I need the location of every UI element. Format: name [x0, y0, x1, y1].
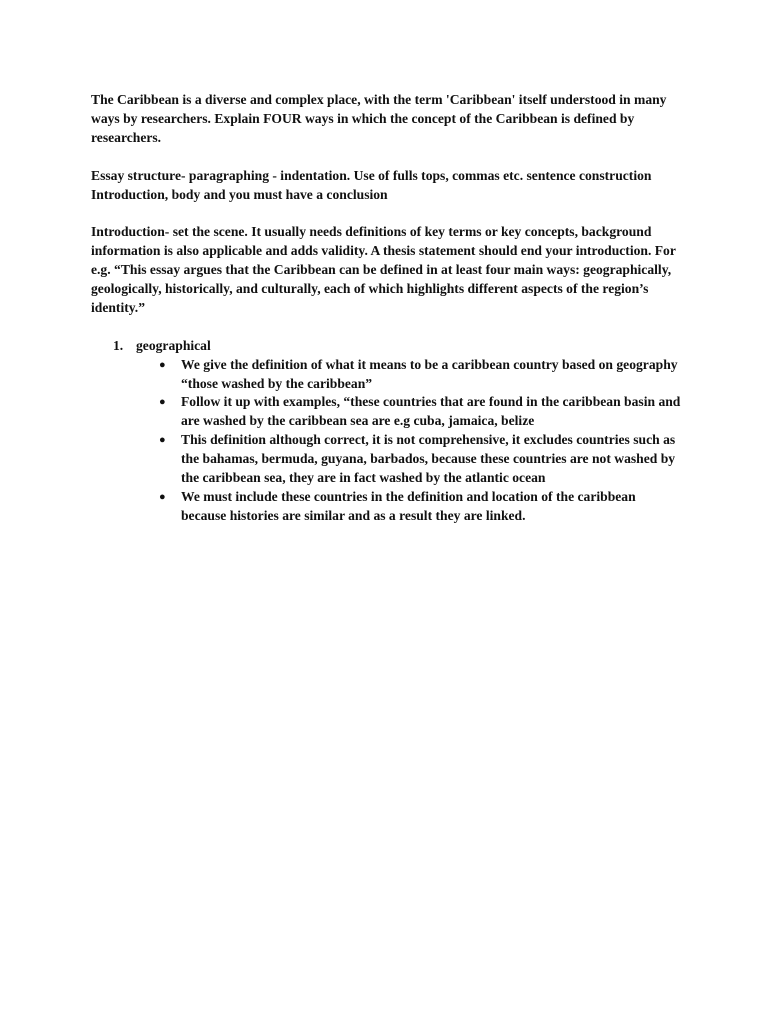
bullet-text: This definition although correct, it is not comprehensive, it excludes countries such as the bahamas, bermuda, guyana, barbados, because these countries are not washed by the caribbean sea, they are in fact washed by the atlantic ocean [181, 432, 676, 486]
numbered-list [91, 337, 681, 526]
document-body [91, 91, 681, 526]
bullet-text: Follow it up with examples, “these countries that are found in the caribbean basin and are washed by the caribbean sea are e.g cuba, jamaica, belize [181, 394, 681, 429]
bullet-icon: ● [159, 434, 166, 447]
list-heading: geographical [136, 337, 211, 353]
bullet-text: We must include these countries in the definition and location of the caribbean because histories are similar and as a result they are linked. [181, 488, 636, 523]
list-item [136, 356, 681, 394]
bullet-icon: ● [159, 490, 166, 503]
list-item [136, 488, 681, 526]
question-paragraph: The Caribbean is a diverse and complex place, with the term 'Caribbean' itself understood in many ways by researchers. Explain FOUR ways in which the concept of the Caribbean is defined by researchers. [91, 92, 667, 145]
bullet-text: We give the definition of what it means to be a caribbean country based on geography “those washed by the caribbean” [181, 356, 678, 391]
essay-structure-paragraph: Essay structure- paragraphing - indentation. Use of fulls tops, commas etc. sentence construction Introduction, body and you must have a conclusion [91, 167, 652, 202]
bullet-icon: ● [159, 358, 166, 371]
bullet-list [136, 356, 681, 526]
introduction-paragraph: Introduction- set the scene. It usually needs definitions of key terms or key concepts, background information is also applicable and adds validity. A thesis statement should end your introduction. For e.g. “This essay argues that the Caribbean can be defined in at least four main ways: geographically, geologically, historically, and culturally, each of which highlights different aspects of the region’s identity.” [91, 224, 676, 315]
numbered-item-geographical [91, 337, 681, 526]
list-item [136, 393, 681, 431]
list-item [136, 431, 681, 488]
bullet-icon: ● [159, 396, 166, 409]
list-number: 1. [113, 337, 124, 353]
